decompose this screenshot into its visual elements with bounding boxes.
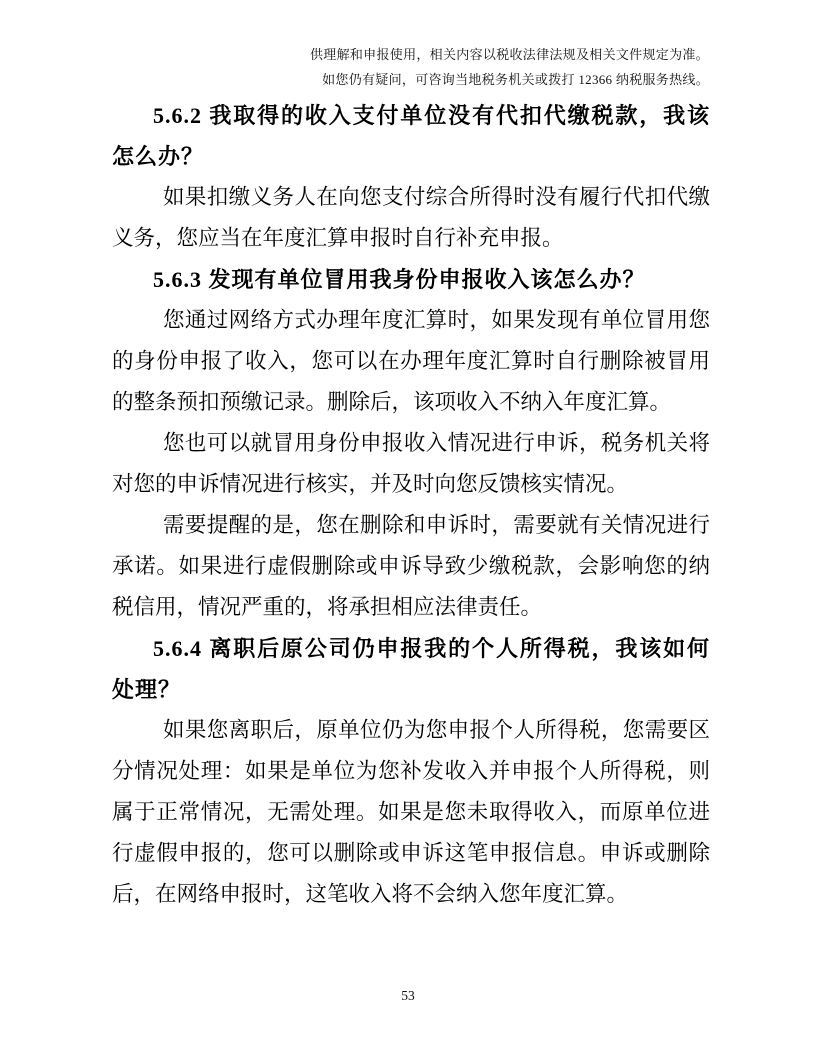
paragraph: 如果扣缴义务人在向您支付综合所得时没有履行代扣代缴义务，您应当在年度汇算申报时自行补充申报。	[112, 185, 710, 250]
page-content	[112, 95, 710, 915]
section-heading-5-6-4: 5.6.4 离职后原公司仍申报我的个人所得税，我该如何处理？	[112, 636, 710, 702]
page-footer	[0, 986, 816, 1006]
paragraph: 如果您离职后，原单位仍为您申报个人所得税，您需要区分情况处理：如果是单位为您补发收入并申报个人所得税，则属于正常情况，无需处理。如果是您未取得收入，而原单位进行虚假申报的，您可以删除或申诉这笔申报信息。申诉或删除后，在网络申报时，这笔收入将不会纳入您年度汇算。	[112, 718, 710, 906]
page-header-note	[310, 42, 709, 92]
paragraph: 您也可以就冒用身份申报收入情况进行申诉，税务机关将对您的申诉情况进行核实，并及时向您反馈核实情况。	[112, 431, 710, 496]
header-note-line-2: 如您仍有疑问，可咨询当地税务机关或拨打 12366 纳税服务热线。	[322, 72, 709, 87]
section-heading-5-6-2: 5.6.2 我取得的收入支付单位没有代扣代缴税款，我该怎么办？	[112, 103, 710, 169]
paragraph: 需要提醒的是，您在删除和申诉时，需要就有关情况进行承诺。如果进行虚假删除或申诉导致少缴税款，会影响您的纳税信用，情况严重的，将承担相应法律责任。	[112, 513, 710, 619]
section-heading-5-6-3: 5.6.3 发现有单位冒用我身份申报收入该怎么办？	[153, 267, 646, 292]
header-note-line-1: 供理解和申报使用，相关内容以税收法律法规及相关文件规定为准。	[309, 47, 709, 62]
page-number: 53	[401, 988, 415, 1003]
paragraph: 您通过网络方式办理年度汇算时，如果发现有单位冒用您的身份申报了收入，您可以在办理年度汇算时自行删除被冒用的整条预扣预缴记录。删除后，该项收入不纳入年度汇算。	[112, 308, 710, 414]
